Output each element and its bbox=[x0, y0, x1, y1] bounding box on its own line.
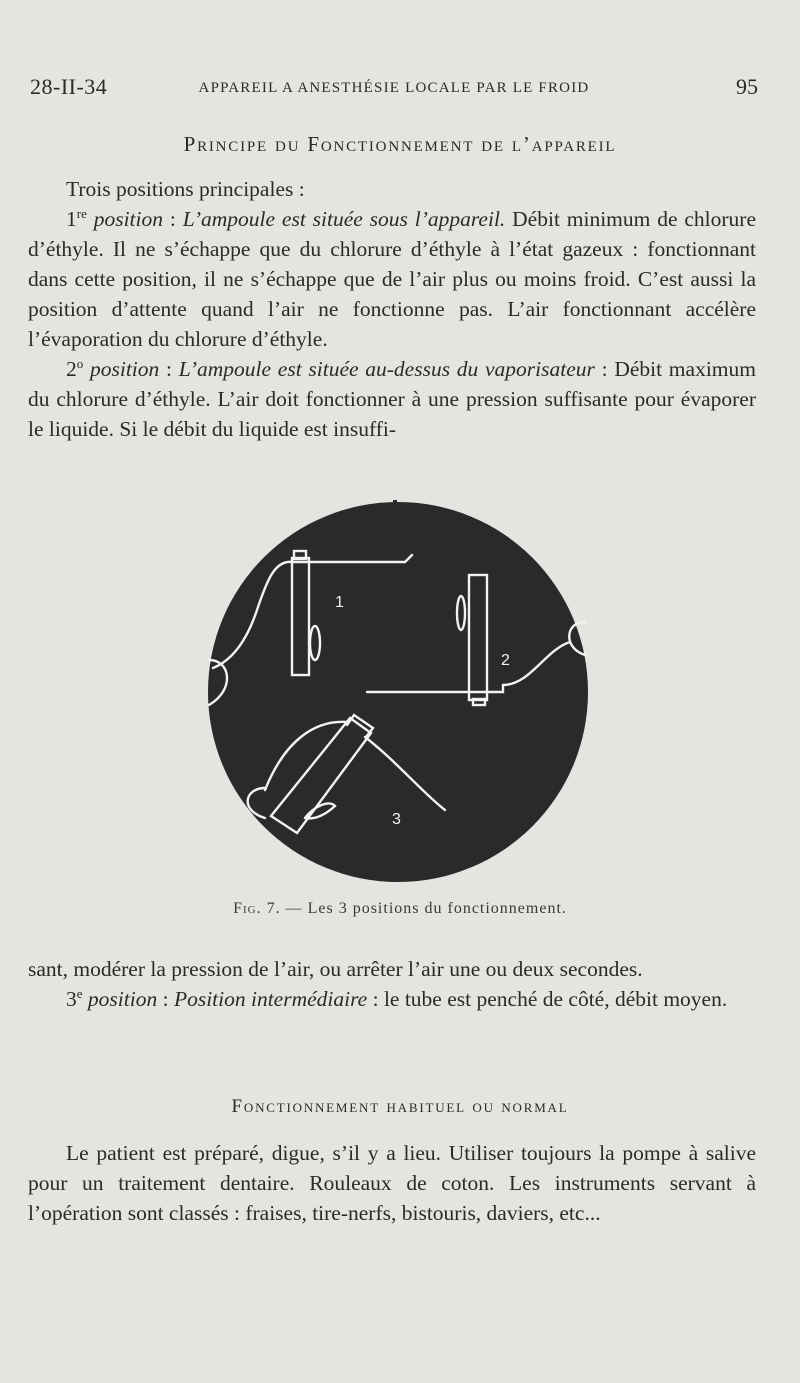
section-title-fonctionnement: Fonctionnement habituel ou normal bbox=[231, 1096, 569, 1117]
position-1-paragraph bbox=[28, 204, 756, 354]
figure-label-3: 3 bbox=[392, 811, 401, 828]
running-header bbox=[30, 74, 758, 104]
position-2-text-start: : Débit maximum du chlorure d’éthyle. L’air doit fonctionner à une pression suffisante pour évaporer le liquide. Si le débit du liquide est insuffi- bbox=[28, 357, 756, 441]
position-3-separator: : bbox=[157, 987, 174, 1011]
text-block-top bbox=[28, 174, 756, 444]
section-title-principe: Principe du Fonctionnement de l’appareil bbox=[183, 132, 617, 156]
position-1-separator: : bbox=[163, 207, 183, 231]
header-date: 28-II-34 bbox=[30, 74, 108, 99]
position-1-ordinal: re bbox=[76, 205, 87, 221]
figure-caption bbox=[0, 900, 800, 918]
figure-label-1: 1 bbox=[335, 594, 344, 611]
position-2-number: 2 bbox=[66, 357, 77, 381]
position-3-paragraph bbox=[28, 984, 756, 1014]
position-2-separator: : bbox=[159, 357, 179, 381]
text-block-middle bbox=[28, 954, 756, 1014]
figure-caption-prefix: Fig. 7. bbox=[233, 900, 281, 917]
position-2-label: position bbox=[89, 357, 160, 381]
position-2-continuation: sant, modérer la pression de l’air, ou arrêter l’air une ou deux secondes. bbox=[28, 957, 643, 981]
position-3-number: 3 bbox=[66, 987, 77, 1011]
position-3-text: : le tube est penché de côté, débit moyen. bbox=[367, 987, 728, 1011]
page-number: 95 bbox=[736, 74, 758, 99]
position-1-number: 1 bbox=[66, 207, 77, 231]
position-3-ordinal: e bbox=[76, 985, 83, 1001]
intro-paragraph: Trois positions principales : bbox=[66, 177, 305, 201]
position-2-paragraph bbox=[28, 354, 756, 444]
figure-caption-text: — Les 3 positions du fonctionnement. bbox=[280, 900, 567, 917]
closing-paragraph: Le patient est préparé, digue, s’il y a lieu. Utiliser toujours la pompe à salive pour un traitement dentaire. Rouleaux de coton. Les instruments servant à l’opération sont classés : fraises, tire-nerfs, bistouris, daviers, etc... bbox=[28, 1141, 756, 1225]
position-2-heading: L’ampoule est située au-dessus du vaporisateur bbox=[178, 357, 595, 381]
figure-label-2: 2 bbox=[501, 652, 510, 669]
figure-three-positions bbox=[205, 500, 595, 885]
position-3-heading: Position intermédiaire bbox=[173, 987, 368, 1011]
position-3-label: position bbox=[87, 987, 158, 1011]
position-2-ordinal: o bbox=[76, 355, 84, 371]
position-1-heading: L’ampoule est située sous l’appareil. bbox=[182, 207, 506, 231]
position-1-label: position bbox=[93, 207, 164, 231]
position-1-text: Débit minimum de chlorure d’éthyle. Il ne s’échappe que du chlorure d’éthyle à l’état gazeux : fonctionnant dans cette position, il ne s’échappe que de l’air plus ou moins froid. C’est aussi la position d’attente quand l’air ne fonctionne pas. L’air fonctionnant accélère l’évaporation du chlorure d’éthyle. bbox=[28, 207, 756, 351]
text-block-bottom bbox=[28, 1138, 756, 1228]
header-title: APPAREIL A ANESTHÉSIE LOCALE PAR LE FROID bbox=[198, 80, 590, 96]
